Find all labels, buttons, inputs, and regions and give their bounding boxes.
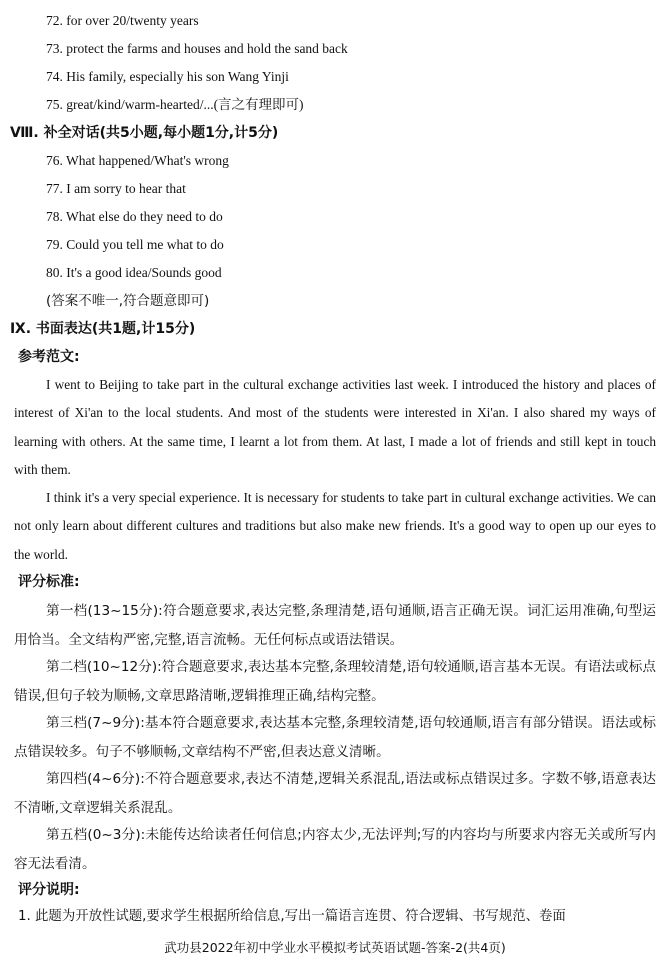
answer-75: 75. great/kind/warm-hearted/...(言之有理即可) <box>46 97 304 112</box>
sample-essay-paragraph-1: I went to Beijing to take part in the cultural exchange activities last week. I introduced the history and places of interest of Xi'an to the local students. And most of the students were interested in Xi'an. I also shared my ways of learning with others. At the same time, I learnt a lot from them. At last, I made a lot of friends and still kept in touch with them. <box>14 377 656 477</box>
answer-77: 77. I am sorry to hear that <box>46 181 186 196</box>
answer-72: 72. for over 20/twenty years <box>46 13 199 28</box>
sample-essay-heading: 参考范文: <box>18 349 80 365</box>
criteria-level-1: 第一档(13~15分):符合题意要求,表达完整,条理清楚,语句通顺,语言正确无误。词汇运用准确,句型运用恰当。全文结构严密,完整,语言流畅。无任何标点或语法错误。 <box>14 603 656 648</box>
page-footer: 武功县2022年初中学业水平模拟考试英语试题-答案-2(共4页) <box>164 940 506 955</box>
answer-73: 73. protect the farms and houses and hold the sand back <box>46 41 348 56</box>
answer-80: 80. It's a good idea/Sounds good <box>46 265 222 280</box>
sample-essay-paragraph-2: I think it's a very special experience. It is necessary for students to take part in cultural exchange activities. We can not only learn about different cultures and traditions but also make new friends. It's a good way to open up our eyes to the world. <box>14 490 656 562</box>
explanation-item-1: 1. 此题为开放性试题,要求学生根据所给信息,写出一篇语言连贯、符合逻辑、书写规范、卷面 <box>18 909 566 924</box>
section-8-title: Ⅷ. 补全对话(共5小题,每小题1分,计5分) <box>10 125 279 141</box>
criteria-level-2: 第二档(10~12分):符合题意要求,表达基本完整,条理较清楚,语句较通顺,语言基本无误。有语法或标点错误,但句子较为顺畅,文章思路清晰,逻辑推理正确,结构完整。 <box>14 659 656 704</box>
section-8-note: (答案不唯一,符合题意即可) <box>46 293 210 309</box>
criteria-level-5: 第五档(0~3分):未能传达给读者任何信息;内容太少,无法评判;写的内容均与所要求内容无关或所写内容无法看清。 <box>14 827 656 872</box>
answer-76: 76. What happened/What's wrong <box>46 153 229 168</box>
answer-79: 79. Could you tell me what to do <box>46 237 224 252</box>
criteria-level-3: 第三档(7~9分):基本符合题意要求,表达基本完整,条理较清楚,语句较通顺,语言有部分错误。语法或标点错误较多。句子不够顺畅,文章结构不严密,但表达意义清晰。 <box>14 715 656 760</box>
section-9-title: Ⅸ. 书面表达(共1题,计15分) <box>10 321 196 337</box>
answer-74: 74. His family, especially his son Wang Yinji <box>46 69 289 84</box>
criteria-heading: 评分标准: <box>18 574 80 590</box>
explanation-heading: 评分说明: <box>18 882 80 898</box>
criteria-level-4: 第四档(4~6分):不符合题意要求,表达不清楚,逻辑关系混乱,语法或标点错误过多。字数不够,语意表达不清晰,文章逻辑关系混乱。 <box>14 771 656 816</box>
answer-78: 78. What else do they need to do <box>46 209 223 224</box>
